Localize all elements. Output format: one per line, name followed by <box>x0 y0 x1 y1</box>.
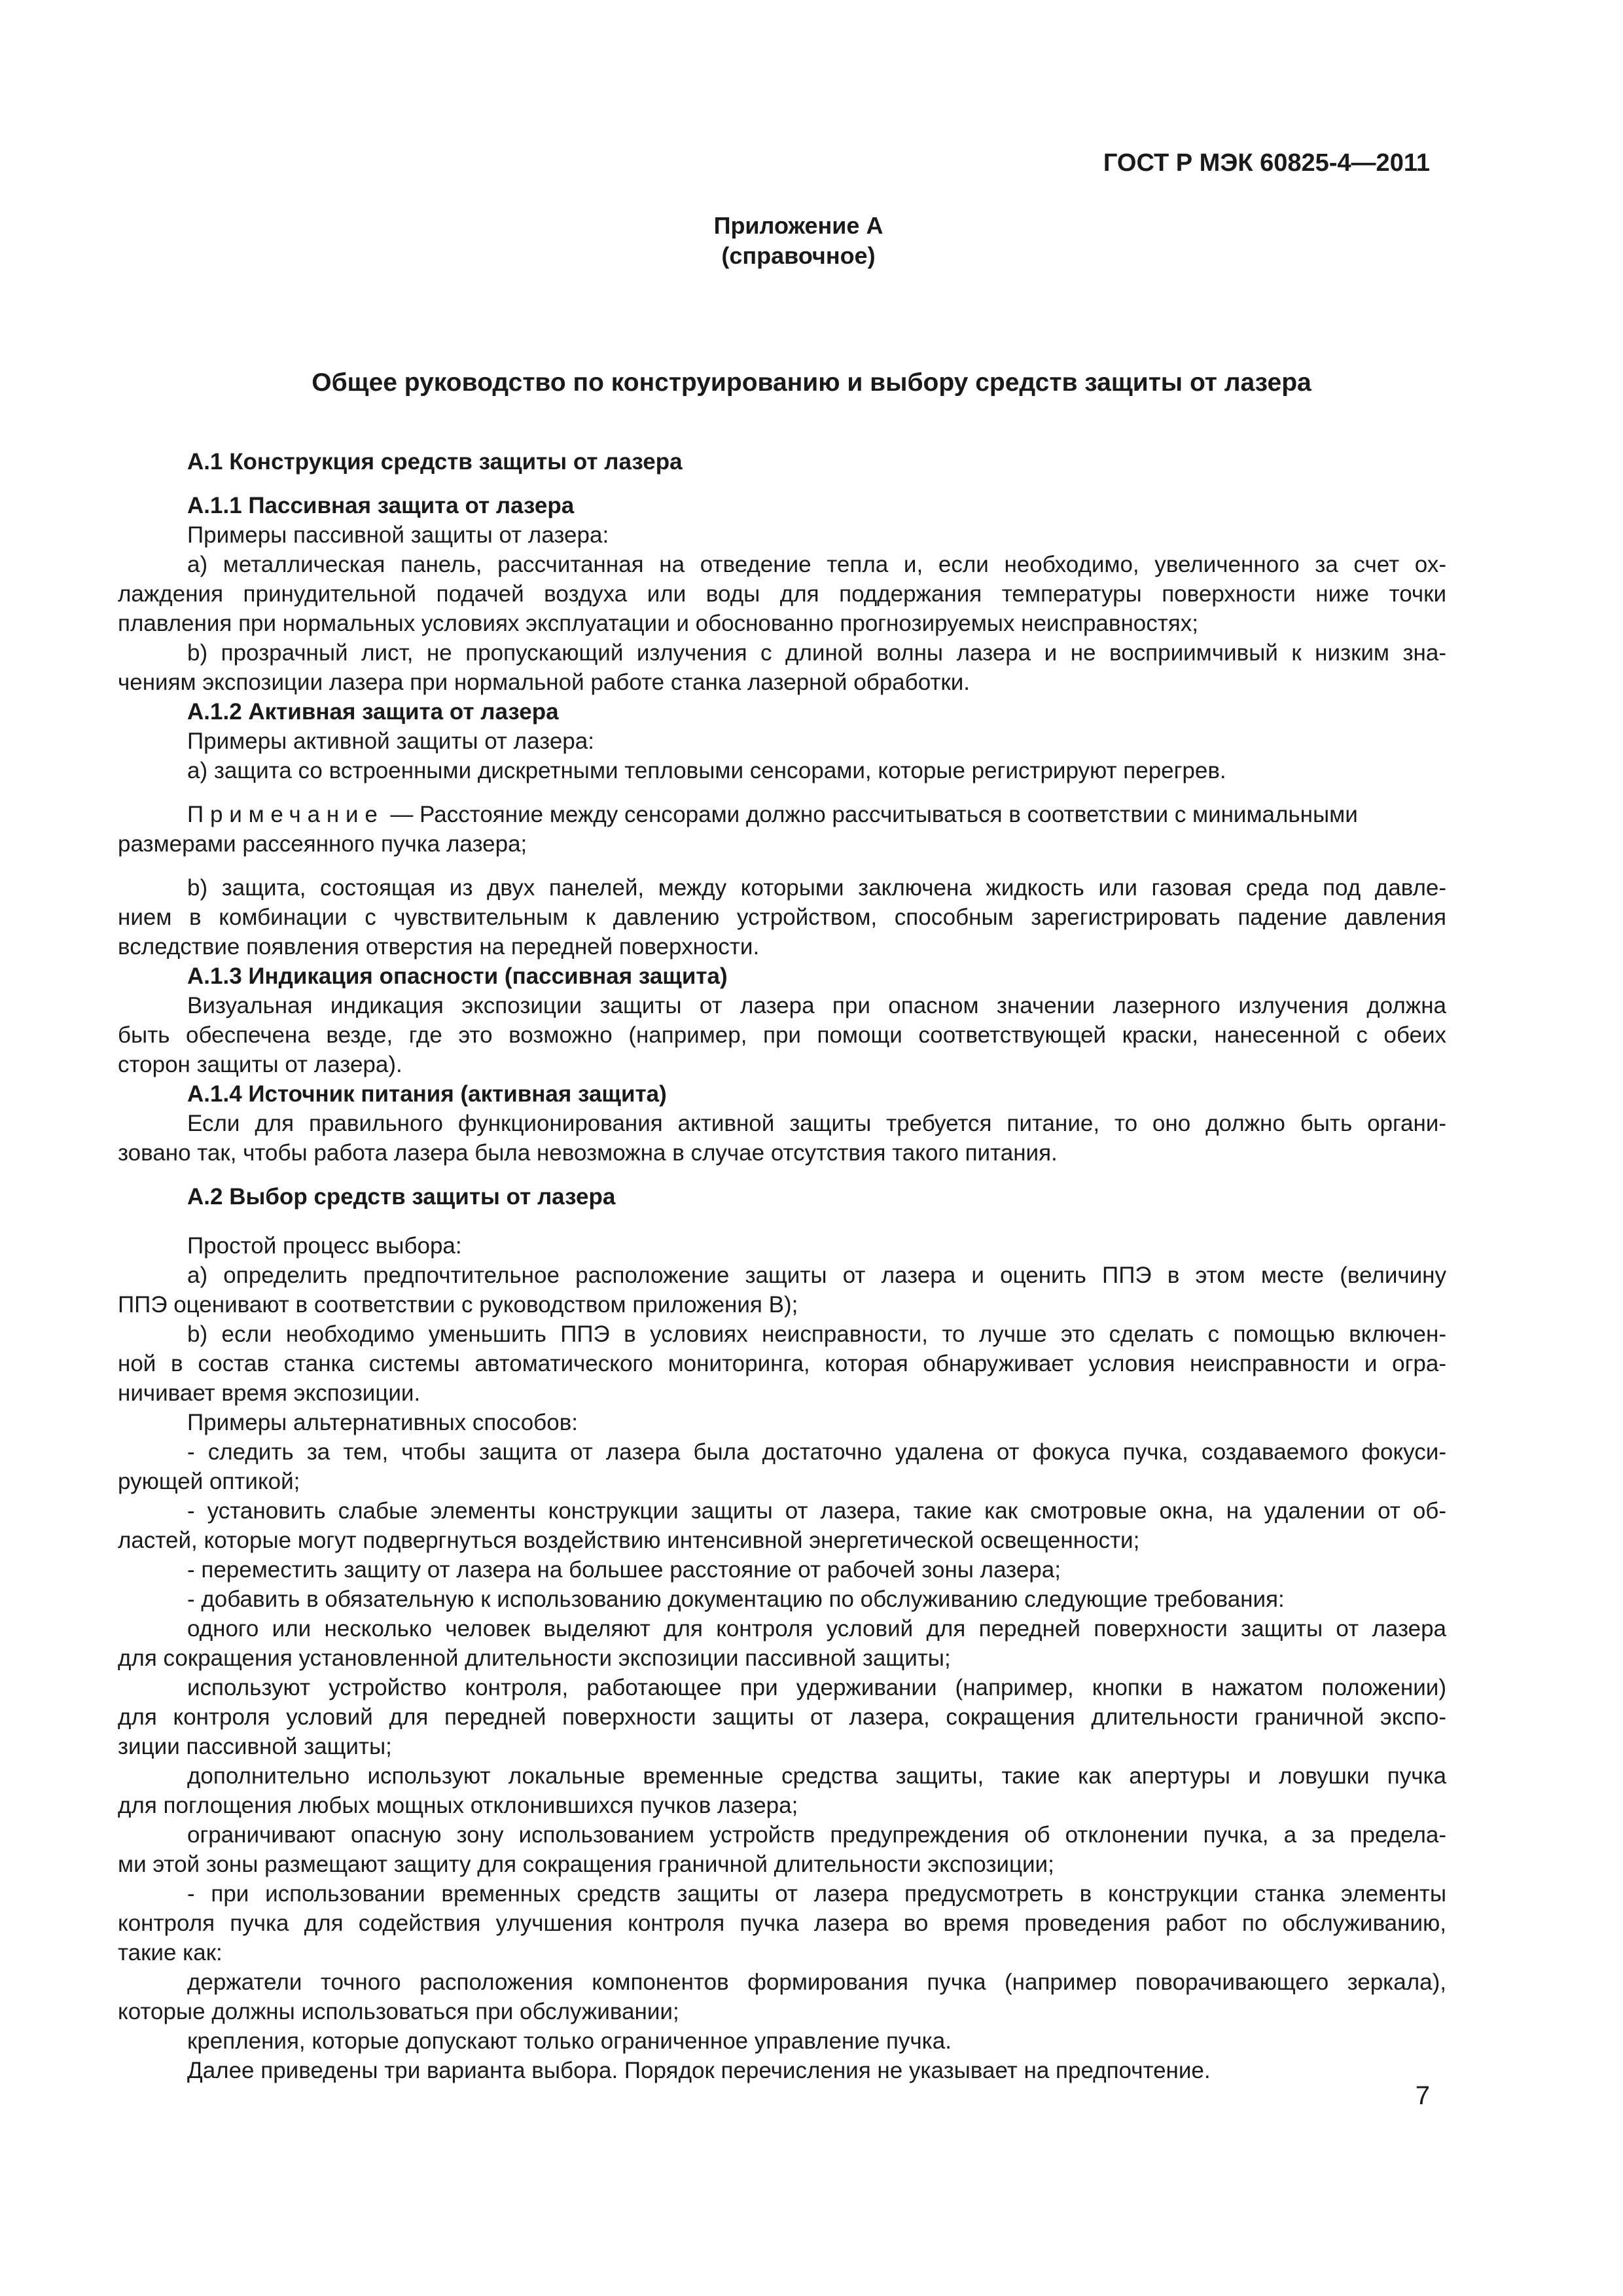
paragraph-line: а) защита со встроенными дискретными тепловыми сенсорами, которые регистрируют перегрев. <box>187 758 1226 783</box>
paragraph-line: зиции пассивной защиты; <box>118 1734 392 1759</box>
page-number: 7 <box>1415 2081 1430 2110</box>
list-item-line: ластей, которые могут подвергнуться воздействию интенсивной энергетической освещенности; <box>118 1528 1140 1553</box>
paragraph-line: Примеры альтернативных способов: <box>187 1410 579 1435</box>
paragraph-line: сторон защиты от лазера). <box>118 1052 402 1077</box>
note-line: размерами рассеянного пучка лазера; <box>118 831 527 857</box>
paragraph-line: зовано так, чтобы работа лазера была невозможна в случае отсутствия такого питания. <box>118 1140 1058 1166</box>
paragraph-line: используют устройство контроля, работающее при удерживании (например, кнопки в нажатом положении) <box>187 1675 1446 1700</box>
paragraph-line: лаждения принудительной подачей воздуха или воды для поддержания температуры поверхности ниже точки <box>118 581 1446 607</box>
paragraph-line: быть обеспечена везде, где это возможно (например, при помощи соответствующей краски, нанесенной с обеих <box>118 1022 1446 1048</box>
document-title: Общее руководство по конструированию и выбору средств защиты от лазера <box>312 368 1311 397</box>
list-item-line: - следить за тем, чтобы защита от лазера была достаточно удалена от фокуса пучка, создаваемого фокуси- <box>187 1439 1446 1465</box>
paragraph-line: ми этой зоны размещают защиту для сокращения граничной длительности экспозиции; <box>118 1852 1054 1877</box>
subsection-heading: А.1.2 Активная защита от лазера <box>187 699 559 725</box>
subsection-heading: А.1.3 Индикация опасности (пассивная защита) <box>187 963 728 989</box>
list-item-line: - переместить защиту от лазера на большее расстояние от рабочей зоны лазера; <box>187 1557 1061 1583</box>
paragraph-line: Примеры пассивной защиты от лазера: <box>187 522 609 548</box>
paragraph-line: а) определить предпочтительное расположение защиты от лазера и оценить ППЭ в этом месте (величину <box>187 1263 1446 1288</box>
paragraph-line: b) если необходимо уменьшить ППЭ в условиях неисправности, то лучше это сделать с помощью включен- <box>187 1321 1446 1347</box>
list-item-line: такие как: <box>118 1940 223 1965</box>
appendix-type: (справочное) <box>721 242 876 269</box>
list-item-line: рующей оптикой; <box>118 1469 300 1494</box>
paragraph-line: для контроля условий для передней поверхности защиты от лазера, сокращения длительности граничной экспо- <box>118 1704 1446 1730</box>
paragraph-line: Визуальная индикация экспозиции защиты от лазера при опасном значении лазерного излучения должна <box>187 993 1446 1018</box>
subsection-heading: А.1.4 Источник питания (активная защита) <box>187 1081 667 1107</box>
paragraph-line: плавления при нормальных условиях эксплуатации и обоснованно прогнозируемых неисправностях; <box>118 611 1198 636</box>
section-heading: А.1 Конструкция средств защиты от лазера <box>187 449 683 475</box>
paragraph-line: ППЭ оценивают в соответствии с руководством приложения В); <box>118 1292 798 1318</box>
list-item-line: - установить слабые элементы конструкции защиты от лазера, такие как смотровые окна, на удалении от об- <box>187 1498 1446 1524</box>
paragraph-line: вследствие появления отверстия на передней поверхности. <box>118 934 760 960</box>
paragraph-line: чениям экспозиции лазера при нормальной работе станка лазерной обработки. <box>118 670 971 695</box>
paragraph-line: для сокращения установленной длительности экспозиции пассивной защиты; <box>118 1645 951 1671</box>
appendix-heading <box>0 211 1597 271</box>
list-item-line: - добавить в обязательную к использованию документацию по обслуживанию следующие требования: <box>187 1587 1285 1612</box>
section-heading: А.2 Выбор средств защиты от лазера <box>187 1184 616 1210</box>
note-text: — Расстояние между сенсорами должно рассчитываться в соответствии с минимальными <box>383 802 1358 827</box>
paragraph-line: которые должны использоваться при обслуживании; <box>118 1999 679 2024</box>
paragraph-line: ограничивают опасную зону использованием устройств предупреждения об отклонении пучка, а за предела- <box>187 1822 1446 1848</box>
note-line <box>118 800 1446 829</box>
appendix-label: Приложение А <box>713 212 883 239</box>
paragraph-line: держатели точного расположения компонентов формирования пучка (например поворачивающего зеркала), <box>187 1969 1446 1995</box>
paragraph-line: b) прозрачный лист, не пропускающий излучения с длиной волны лазера и не восприимчивый к низким зна- <box>187 640 1446 666</box>
paragraph-line: ничивает время экспозиции. <box>118 1380 421 1406</box>
paragraph-line: Если для правильного функционирования активной защиты требуется питание, то оно должно быть органи- <box>187 1111 1446 1136</box>
paragraph-line: b) защита, состоящая из двух панелей, между которыми заключена жидкость или газовая среда под давле- <box>187 875 1446 901</box>
paragraph-line: ной в состав станка системы автоматического мониторинга, которая обнаруживает условия неисправности и огра- <box>118 1351 1446 1376</box>
standard-code: ГОСТ Р МЭК 60825-4—2011 <box>1103 149 1430 177</box>
paragraph-line: одного или несколько человек выделяют для контроля условий для передней поверхности защиты от лазера <box>187 1616 1446 1641</box>
paragraph-line: Далее приведены три варианта выбора. Порядок перечисления не указывает на предпочтение. <box>187 2058 1211 2083</box>
list-item-line: контроля пучка для содействия улучшения контроля пучка лазера во время проведения работ по обслуживанию, <box>118 1910 1446 1936</box>
document-body <box>118 447 1446 2085</box>
paragraph-line: крепления, которые допускают только ограниченное управление пучка. <box>187 2028 952 2054</box>
paragraph-line: нием в комбинации с чувствительным к давлению устройством, способным зарегистрировать падение давления <box>118 905 1446 930</box>
list-item-line: - при использовании временных средств защиты от лазера предусмотреть в конструкции станка элементы <box>187 1881 1446 1907</box>
subsection-heading: А.1.1 Пассивная защита от лазера <box>187 493 575 518</box>
paragraph-line: для поглощения любых мощных отклонившихся пучков лазера; <box>118 1793 798 1818</box>
paragraph-line: Простой процесс выбора: <box>187 1233 462 1259</box>
paragraph-line: а) металлическая панель, рассчитанная на отведение тепла и, если необходимо, увеличенного за счет ох- <box>187 552 1446 577</box>
paragraph-line: дополнительно используют локальные временные средства защиты, такие как апертуры и ловушки пучка <box>187 1763 1446 1789</box>
paragraph-line: Примеры активной защиты от лазера: <box>187 728 594 754</box>
note-label: Примечание <box>187 802 384 827</box>
